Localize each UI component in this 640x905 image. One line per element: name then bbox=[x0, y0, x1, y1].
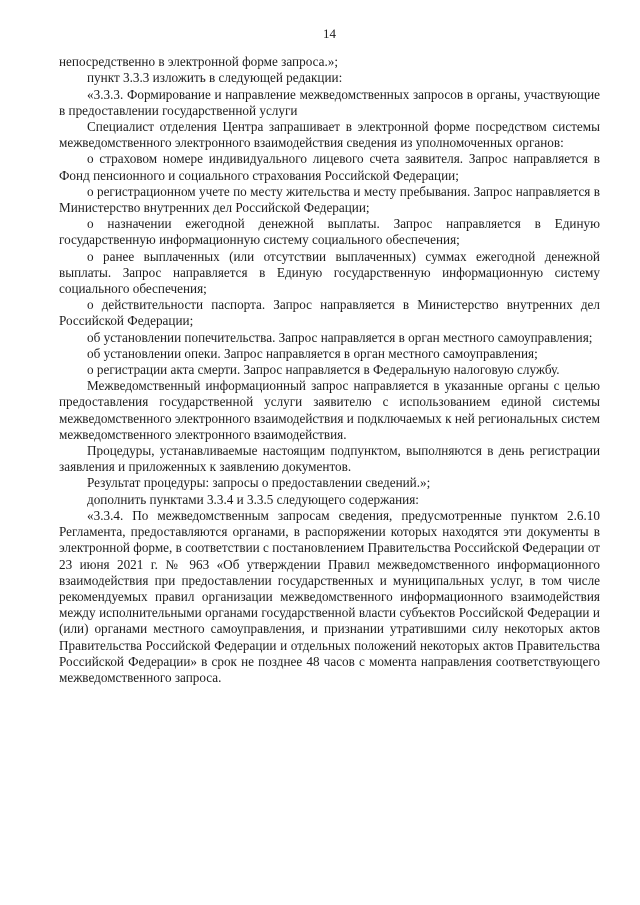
paragraph-passport: о действительности паспорта. Запрос направляется в Министерство внутренних дел Российской Федерации; bbox=[59, 297, 600, 329]
paragraph-previous-payments: о ранее выплаченных (или отсутствии выплаченных) суммах ежегодной денежной выплаты. Запрос направляется в Единую государственную информационную систему социального обеспечения; bbox=[59, 248, 600, 297]
page-number: 14 bbox=[323, 26, 336, 41]
paragraph-add-items: дополнить пунктами 3.3.4 и 3.3.5 следующего содержания: bbox=[87, 491, 419, 507]
paragraph-annual-payment: о назначении ежегодной денежной выплаты. Запрос направляется в Единую государственную информационную систему социального обеспечения; bbox=[59, 216, 600, 248]
paragraph-procedures: Процедуры, устанавливаемые настоящим подпунктом, выполняются в день регистрации заявления и приложенных к заявлению документов. bbox=[59, 443, 600, 475]
paragraph-registration: о регистрационном учете по месту жительства и месту пребывания. Запрос направляется в Министерство внутренних дел Российской Федерации; bbox=[59, 183, 600, 216]
paragraph-specialist-request: Специалист отделения Центра запрашивает в электронной форме посредством системы межведомственного электронного взаимодействия сведения из уполномоченных органов: bbox=[59, 119, 600, 151]
paragraph-curatorship: об установлении попечительства. Запрос направляется в орган местного самоуправления; bbox=[87, 329, 593, 345]
paragraph-snils: о страховом номере индивидуального лицевого счета заявителя. Запрос направляется в Фонд пенсионного и социального страхования Российской Федерации; bbox=[59, 151, 600, 183]
paragraph-continuation: непосредственно в электронной форме запроса.»; bbox=[59, 54, 339, 70]
paragraph-heading-3-3-3: «3.3.3. Формирование и направление межведомственных запросов в органы, участвующие в предоставлении государственной услуги bbox=[59, 86, 600, 118]
document-page bbox=[59, 26, 600, 686]
paragraph-result: Результат процедуры: запросы о предоставлении сведений.»; bbox=[87, 475, 431, 491]
paragraph-3-3-4: «3.3.4. По межведомственным запросам сведения, предусмотренные пунктом 2.6.10 Регламента, предоставляются органами, в распоряжении которых находятся эти документы в электронной форме, в соответствии с постановлением Правительства Российской Федерации от 23 июня 2021 г. № 963 «Об утверждении Правил межведомственного информационного взаимодействия при предоставлении государственных и муниципальных услуг, в том числе рекомендуемых правил организации межведомственного информационного взаимодействия между исполнительными органами государственной власти субъектов Российской Федерации и (или) органами местного самоуправления, и признании утратившими силу некоторых актов Правительства Российской Федерации и отдельных положений некоторых актов Правительства Российской Федерации» в срок не позднее 48 часов с момента направления соответствующего межведомственного запроса. bbox=[59, 507, 600, 685]
paragraph-guardianship: об установлении опеки. Запрос направляется в орган местного самоуправления; bbox=[87, 345, 538, 361]
paragraph-death-record: о регистрации акта смерти. Запрос направляется в Федеральную налоговую службу. bbox=[87, 362, 560, 378]
paragraph-amend-3-3-3: пункт 3.3.3 изложить в следующей редакции: bbox=[87, 70, 343, 86]
paragraph-interagency-request: Межведомственный информационный запрос направляется в указанные органы с целью предоставления государственной услуги заявителю с использованием единой системы межведомственного электронного взаимодействия и подключаемых к ней региональных систем межведомственного электронного взаимодействия. bbox=[59, 378, 600, 442]
